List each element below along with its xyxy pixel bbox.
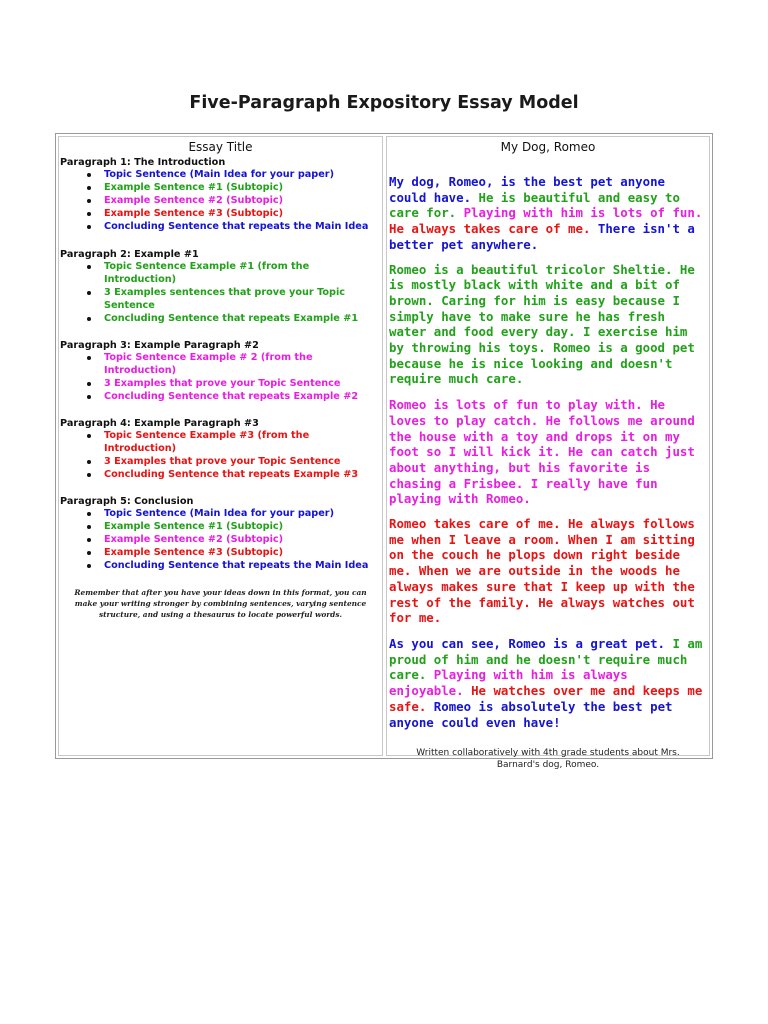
outline-item-text: Concluding Sentence that repeats the Main Idea [104,560,369,571]
paragraph-2-list [59,260,382,325]
paragraph-4-list [59,429,382,481]
outline-item [59,168,382,181]
bullet-icon [87,382,91,386]
essay-sentence: Romeo is a beautiful tricolor Sheltie. He is mostly black with white and a bit of brown. Caring for him is easy because I simply have to make sure he has fresh water and food every day. I exercise him by throwing his toys. Romeo is a good pet because he is nice looking and doesn't require much care. [389,261,695,387]
outline-item [59,181,382,194]
paragraph-5-label: Paragraph 5: Conclusion [60,496,194,507]
essay-paragraph-4 [389,516,707,626]
outline-item [59,220,382,233]
outline-item [59,351,382,377]
bullet-icon [87,395,91,399]
outline-item [59,207,382,220]
outline-item-text: Example Sentence #1 (Subtopic) [104,521,284,532]
outline-item [59,559,382,572]
essay-sentence: He is beautiful and easy to care for. [389,189,680,221]
paragraph-1-label: Paragraph 1: The Introduction [60,157,226,168]
paragraph-1-list [59,168,382,233]
bullet-icon [87,460,91,464]
bullet-icon [87,173,91,177]
essay-sentence: He always takes care of me. [389,221,591,237]
outline-item-text: 3 Examples that prove your Topic Sentence [104,456,341,467]
outline-item-text: Example Sentence #3 (Subtopic) [104,208,284,219]
outline-item [59,546,382,559]
essay-sentence: Romeo is absolutely the best pet anyone could even have! [389,698,673,730]
bullet-icon [87,525,91,529]
outline-item [59,533,382,546]
bullet-icon [87,538,91,542]
bullet-icon [87,199,91,203]
bullet-icon [87,434,91,438]
outline-item [59,390,382,403]
outline-item [59,468,382,481]
bullet-icon [87,265,91,269]
outline-item-text: Concluding Sentence that repeats Example #3 [104,469,359,480]
outline-item [59,286,382,312]
outline-item-text: 3 Examples that prove your Topic Sentence [104,378,341,389]
bullet-icon [87,512,91,516]
bullet-icon [87,186,91,190]
essay-paragraph-3 [389,397,707,507]
essay-sentence: My dog, Romeo, is the best pet anyone could have. [389,174,666,205]
outline-item [59,312,382,325]
outline-item [59,260,382,286]
attribution-note: Written collaboratively with 4th grade students about Mrs. Barnard's dog, Romeo. [416,748,680,771]
outline-item [59,194,382,207]
outline-item-text: Concluding Sentence that repeats Example #1 [104,313,359,324]
essay-paragraph-5 [389,636,707,730]
outline-item-text: Concluding Sentence that repeats Example #2 [104,391,359,402]
page-title: Five-Paragraph Expository Essay Model [189,93,579,113]
essay-sentence: As you can see, Romeo is a great pet. [389,635,666,651]
outline-item-text: Example Sentence #2 (Subtopic) [104,534,284,545]
bullet-icon [87,473,91,477]
essay-sentence: He watches over me and keeps me safe. [389,683,703,714]
bullet-icon [87,564,91,568]
outline-item [59,377,382,390]
paragraph-2-label: Paragraph 2: Example #1 [60,249,199,260]
essay-sentence: I am proud of him and he doesn't require much care. [389,635,703,683]
bullet-icon [87,551,91,555]
outline-item-text: Topic Sentence Example #3 (from the Introduction) [104,430,310,454]
outline-item-text: Example Sentence #1 (Subtopic) [104,182,284,193]
outline-item-text: Topic Sentence Example #1 (from the Introduction) [104,261,310,285]
outline-item-text: 3 Examples sentences that prove your Topic Sentence [104,287,346,311]
essay-model-table [55,133,713,771]
bullet-icon [87,212,91,216]
essay-paragraph-2 [389,262,707,388]
outline-item-text: Concluding Sentence that repeats the Main Idea [104,221,369,232]
outline-item [59,455,382,468]
bullet-icon [87,317,91,321]
bullet-icon [87,356,91,360]
outline-item-text: Example Sentence #3 (Subtopic) [104,547,284,558]
paragraph-3-label: Paragraph 3: Example Paragraph #2 [60,340,259,351]
essay-header: My Dog, Romeo [500,140,596,154]
essay-paragraph-1 [389,174,707,253]
outline-item-text: Topic Sentence (Main Idea for your paper) [104,169,335,180]
outline-item [59,507,382,520]
essay-sentence: Playing with him is lots of fun. [456,205,703,221]
essay-sentence: There isn't a better pet anywhere. [389,221,695,252]
essay-column [386,136,710,771]
paragraph-5-list [59,507,382,572]
outline-item-text: Example Sentence #2 (Subtopic) [104,195,284,206]
essay-sentence: Romeo is lots of fun to play with. He loves to play catch. He follows me around the house with a toy and drops it on my foot so I will kick it. He can catch just about anything, but his favorite is chasing a Frisbee. I really have fun playing with Romeo. [389,397,695,507]
bullet-icon [87,291,91,295]
outline-item [59,520,382,533]
outline-column [58,136,383,756]
paragraph-4-label: Paragraph 4: Example Paragraph #3 [60,418,259,429]
paragraph-3-list [59,351,382,403]
outline-item-text: Topic Sentence (Main Idea for your paper) [104,508,335,519]
essay-title-header: Essay Title [188,140,253,154]
essay-sentence: Playing with him is always enjoyable. [389,667,628,699]
outline-item [59,429,382,455]
bullet-icon [87,225,91,229]
essay-sentence: Romeo takes care of me. He always follows me when I leave a room. When I am sitting on the couch he plops down right beside me. When we are outside in the woods he always makes sure that I keep up with the rest of the family. He always watches out for me. [389,516,695,626]
outline-item-text: Topic Sentence Example # 2 (from the Introduction) [104,352,313,376]
revision-note: Remember that after you have your ideas down in this format, you can make your writing stronger by combining sentences, varying sentence structure, and using a thesaurus to locate powerful words. [74,588,367,619]
